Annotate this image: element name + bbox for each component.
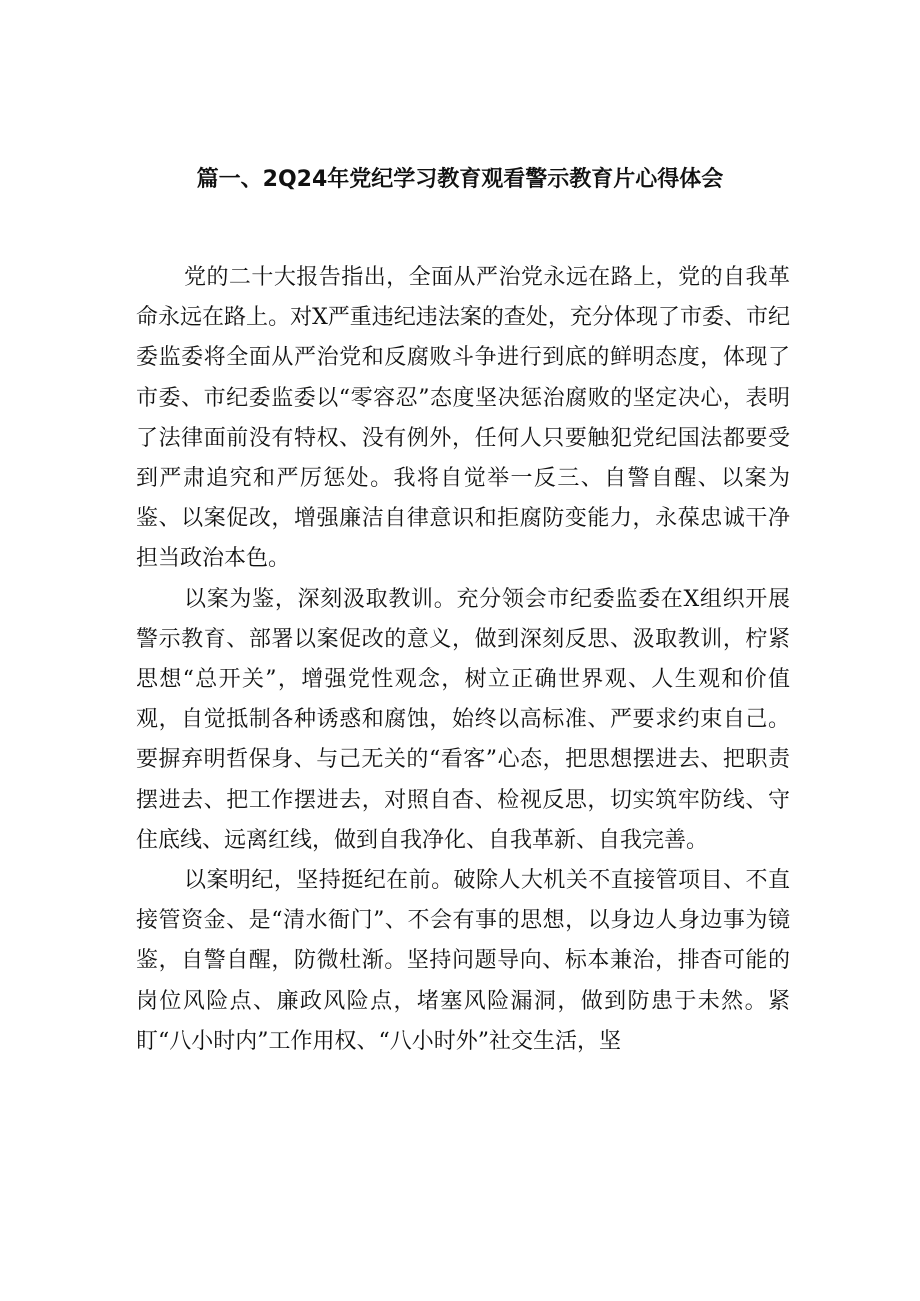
document-title: 篇一、2Q24年党纪学习教育观看警示教育片心得体会 <box>196 167 724 192</box>
paragraph-lesson: 以案为鉴，深刻汲取教训。充分领会市纪委监委在X组织开展警示教育、部署以案促改的意义，做到深刻反思、汲取教训，柠紧思想“总开关”，增强党性观念，树立正确世界观、人生观和价值观，自觉抵制各种诱惑和腐蚀，始终以高标准、严要求约束自己。要摒弃明哲保身、与己无关的“看客”心态，把思想摆进去、把职责摆进去、把工作摆进去，对照自杳、检视反思，切实筑牢防线、守住底线、远离红线，做到自我净化、自我革新、自我完善。 <box>136 586 790 853</box>
document-body <box>136 258 790 1062</box>
paragraph-discipline: 以案明纪，坚持挺纪在前。破除人大机关不直接管项目、不直接管资金、是“清水衙门”、不会有事的思想，以身边人身边事为镜鉴，自警自醒，防微杜渐。坚持问题导向、标本兼治，排杳可能的岗位风险点、廉政风险点，堵塞风险漏洞，做到防患于未然。紧盯“八小时内”工作用权、“八小时外”社交生活，坚 <box>136 868 790 1054</box>
paragraph-intro: 党的二十大报告指出，全面从严治党永远在路上，党的自我革命永远在路上。对X严重违纪违法案的查处，充分体现了市委、市纪委监委将全面从严治党和反腐败斗争进行到底的鲜明态度，体现了市委、市纪委监委以“零容忍”态度坚决惩治腐败的坚定决心，表明了法律面前没有特权、没有例外，任何人只要触犯党纪国法都要受到严肃追究和严厉惩处。我将自觉举一反三、自警自醒、以案为鉴、以案促改，增强廉洁自律意识和拒腐防变能力，永葆忠诚干净担当政治本色。 <box>136 265 790 572</box>
